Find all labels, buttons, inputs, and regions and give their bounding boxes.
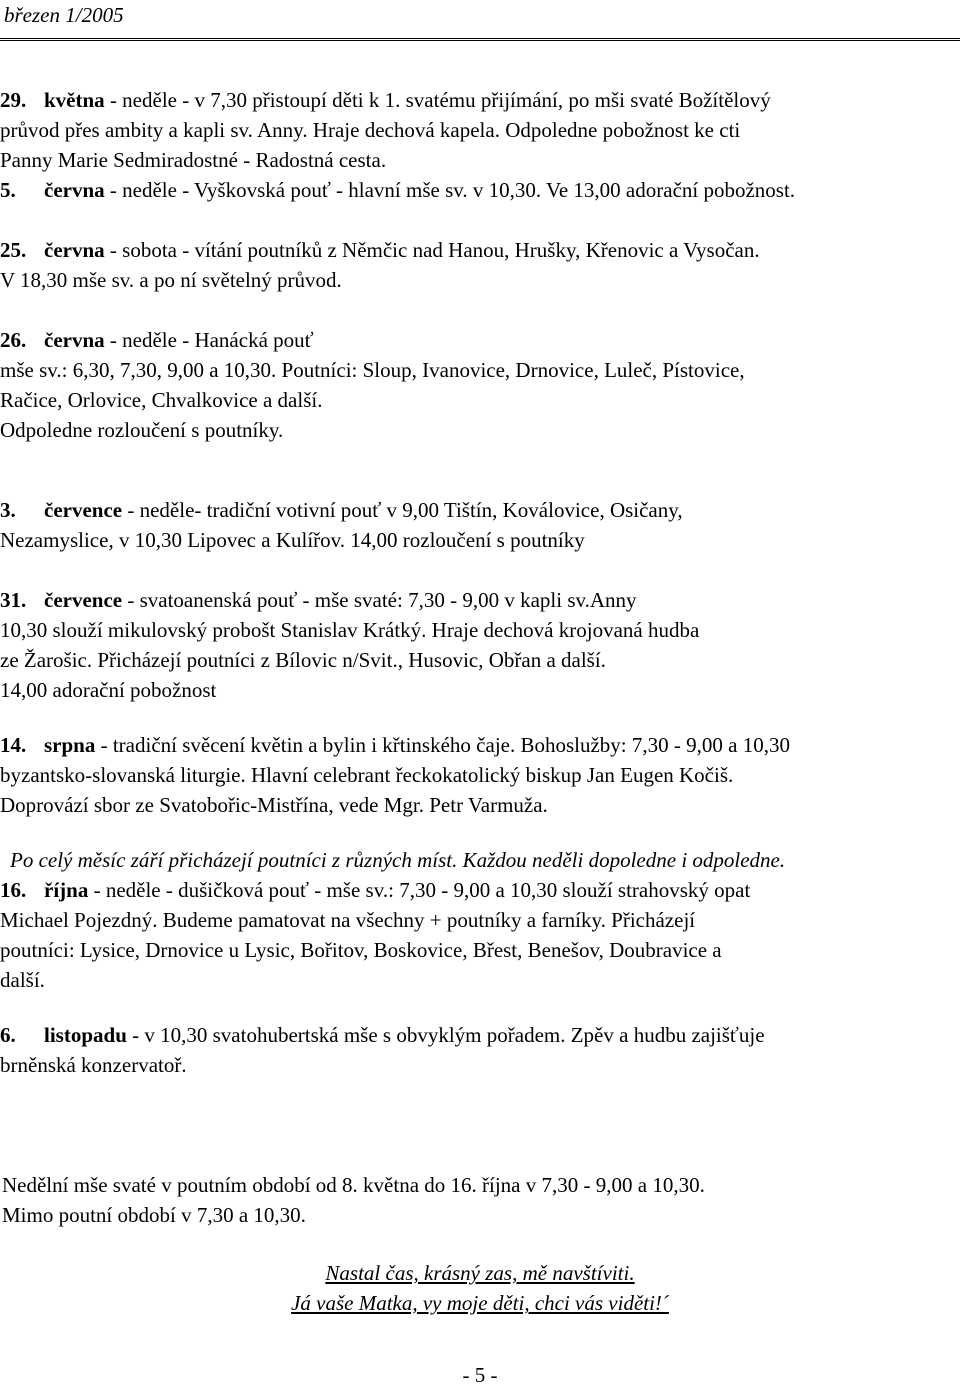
- entry-line: [0, 1050, 955, 1080]
- entry-text: - svatoanenská pouť - mše svaté: 7,30 - 9,00 v kapli sv.Anny: [122, 588, 637, 612]
- entry-line: [0, 730, 955, 760]
- entry-number: 29.: [0, 88, 27, 112]
- entry-line: [0, 790, 955, 820]
- schedule-entry: [0, 85, 955, 175]
- entry-text: Odpoledne rozloučení s poutníky.: [0, 418, 284, 442]
- entry-line: [0, 265, 955, 295]
- entry-text: další.: [0, 968, 45, 992]
- entry-text: byzantsko-slovanská liturgie. Hlavní celebrant řeckokatolický biskup Jan Eugen Kočiš.: [0, 763, 734, 787]
- entry-line: [0, 585, 955, 615]
- entry-text: - neděle - v 7,30 přistoupí děti k 1. svatému přijímání, po mši svaté Božítělový: [104, 88, 771, 112]
- entry-number: 26.: [0, 328, 27, 352]
- entry-line: [0, 145, 955, 175]
- motto-line-1: Nastal čas, krásný zas, mě navštíviti.: [325, 1261, 635, 1285]
- entry-text: - v 10,30 svatohubertská mše s obvyklým pořadem. Zpěv a hudbu zajišťuje: [126, 1023, 765, 1047]
- entry-month: června: [44, 178, 105, 202]
- entry-text: - sobota - vítání poutníků z Němčic nad Hanou, Hrušky, Křenovic a Vysočan.: [104, 238, 760, 262]
- entry-number: 25.: [0, 238, 27, 262]
- entry-line: [0, 525, 955, 555]
- entry-number: 14.: [0, 733, 27, 757]
- entry-text: Doprovází sbor ze Svatobořic-Mistřína, vede Mgr. Petr Varmuža.: [0, 793, 548, 817]
- entry-text: průvod přes ambity a kapli sv. Anny. Hraje dechová kapela. Odpoledne pobožnost ke cti: [0, 118, 741, 142]
- schedule-entry: [0, 325, 955, 445]
- schedule-entry: [0, 585, 955, 705]
- schedule-entry: [0, 495, 955, 555]
- entry-line: [0, 965, 955, 995]
- entry-text: Panny Marie Sedmiradostné - Radostná cesta.: [0, 148, 387, 172]
- header-rule: [0, 38, 960, 41]
- italic-note: Po celý měsíc září přicházejí poutníci z různých míst. Každou neděli dopoledne i odpoledne.: [10, 848, 786, 872]
- page-header: březen 1/2005: [4, 3, 124, 27]
- entry-text: - neděle - Vyškovská pouť - hlavní mše sv. v 10,30. Ve 13,00 adorační pobožnost.: [104, 178, 796, 202]
- entry-month: srpna: [44, 733, 96, 757]
- schedule-entry: [0, 875, 955, 995]
- entry-text: - neděle - dušičková pouť - mše sv.: 7,30 - 9,00 a 10,30 slouží strahovský opat: [88, 878, 751, 902]
- entry-text: 14,00 adorační pobožnost: [0, 678, 217, 702]
- entry-text: ze Žarošic. Přicházejí poutníci z Bílovic n/Svit., Husovic, Obřan a další.: [0, 648, 606, 672]
- entry-line: [0, 415, 955, 445]
- entry-number: 5.: [0, 178, 16, 202]
- entry-line: [0, 875, 955, 905]
- entry-line: [0, 235, 955, 265]
- schedule-entry: [0, 235, 955, 295]
- motto-line-2: Já vaše Matka, vy moje děti, chci vás viděti!´: [291, 1291, 669, 1315]
- schedule-entry: [0, 730, 955, 820]
- entry-text: mše sv.: 6,30, 7,30, 9,00 a 10,30. Poutníci: Sloup, Ivanovice, Drnovice, Luleč, Pístovice,: [0, 358, 745, 382]
- entry-text: brněnská konzervatoř.: [0, 1053, 187, 1077]
- entry-line: [0, 325, 955, 355]
- sunday-masses-line-2: Mimo poutní období v 7,30 a 10,30.: [2, 1203, 306, 1227]
- page-number: - 5 -: [462, 1363, 498, 1387]
- sunday-masses-line-1: Nedělní mše svaté v poutním období od 8. května do 16. října v 7,30 - 9,00 a 10,30.: [2, 1173, 705, 1197]
- entry-text: V 18,30 mše sv. a po ní světelný průvod.: [0, 268, 342, 292]
- entry-number: 3.: [0, 498, 16, 522]
- entry-text: Račice, Orlovice, Chvalkovice a další.: [0, 388, 323, 412]
- entry-month: října: [44, 878, 89, 902]
- entry-line: [0, 85, 955, 115]
- entry-line: [0, 495, 955, 525]
- entry-line: [0, 615, 955, 645]
- schedule-entry: [0, 175, 955, 205]
- entry-line: [0, 385, 955, 415]
- entry-line: [0, 645, 955, 675]
- entry-line: [0, 1020, 955, 1050]
- entry-line: [0, 760, 955, 790]
- entry-text: - neděle - Hanácká pouť: [104, 328, 314, 352]
- entry-month: července: [44, 498, 123, 522]
- entry-month: června: [44, 238, 105, 262]
- entry-text: - neděle- tradiční votivní pouť v 9,00 Tištín, Koválovice, Osičany,: [122, 498, 683, 522]
- entry-month: května: [44, 88, 105, 112]
- entry-text: - tradiční svěcení květin a bylin i křtinského čaje. Bohoslužby: 7,30 - 9,00 a 10,30: [95, 733, 790, 757]
- schedule-entry: [0, 1020, 955, 1080]
- entry-line: [0, 355, 955, 385]
- entry-number: 31.: [0, 588, 27, 612]
- entry-line: [0, 905, 955, 935]
- entry-line: [0, 935, 955, 965]
- entry-number: 16.: [0, 878, 27, 902]
- entry-line: [0, 675, 955, 705]
- entry-month: června: [44, 328, 105, 352]
- entry-number: 6.: [0, 1023, 16, 1047]
- entry-text: Nezamyslice, v 10,30 Lipovec a Kulířov. 14,00 rozloučení s poutníky: [0, 528, 585, 552]
- entry-month: listopadu: [44, 1023, 127, 1047]
- entry-text: 10,30 slouží mikulovský probošt Stanislav Krátký. Hraje dechová krojovaná hudba: [0, 618, 700, 642]
- entry-text: Michael Pojezdný. Budeme pamatovat na všechny + poutníky a farníky. Přicházejí: [0, 908, 696, 932]
- entry-text: poutníci: Lysice, Drnovice u Lysic, Bořitov, Boskovice, Břest, Benešov, Doubravice a: [0, 938, 722, 962]
- entry-line: [0, 115, 955, 145]
- entry-line: [0, 175, 955, 205]
- entry-month: července: [44, 588, 123, 612]
